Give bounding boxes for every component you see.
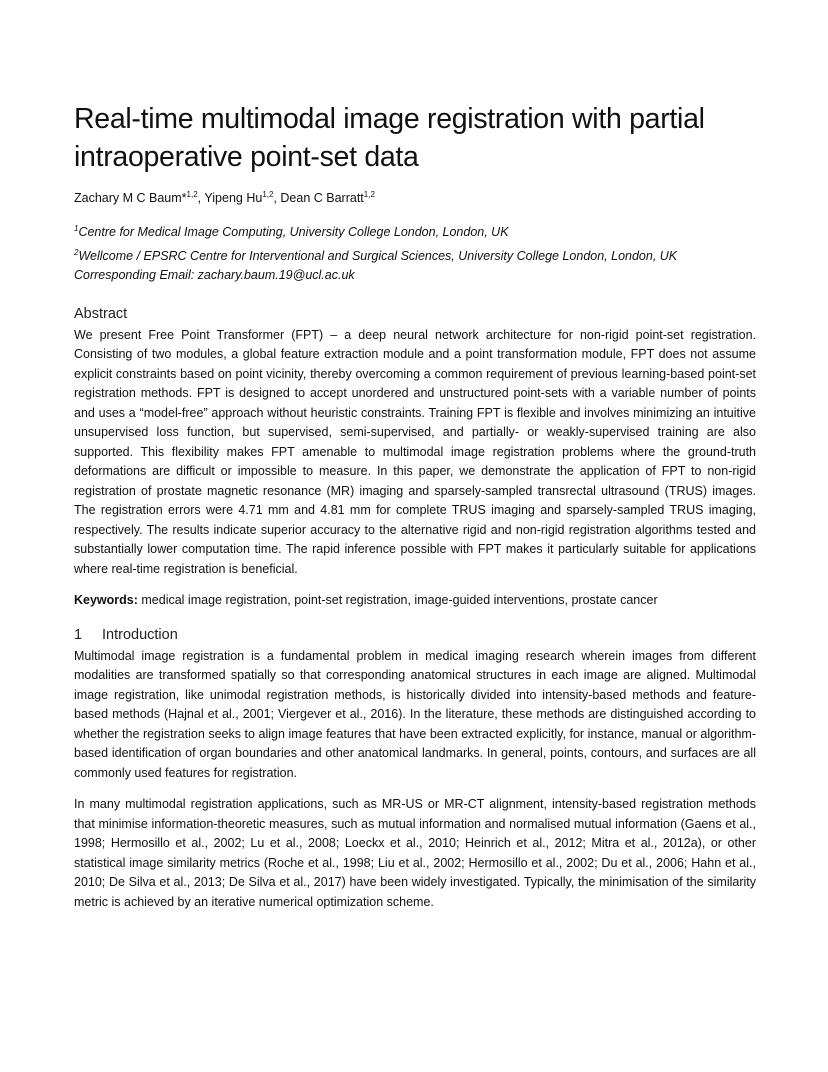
paper-page [74,100,756,924]
author: Yipeng Hu$^{1,2}$, [204,190,281,206]
paper-title: Real-time multimodal image registration with partial intraoperative point-set data [74,103,705,173]
section-number: 1 [74,626,83,643]
author: Zachary M C Baum*$^{1,2}$, [74,190,205,206]
abstract-heading: Abstract [74,305,128,322]
keywords-label: Keywords: [74,593,138,608]
affiliation-2: $^2$Wellcome / EPSRC Centre for Interventional and Surgical Sciences, University College London, London, UK [74,247,678,263]
affiliation-1: $^1$Centre for Medical Image Computing, University College London, London, UK [74,224,509,240]
intro-paragraph-1: Multimodal image registration is a fundamental problem in medical imaging research wherein images from different modalities are transformed spatially so that corresponding anatomical structures in each image are aligned. Multimodal image registration, like unimodal registration methods, is historically divided into intensity-based methods and feature-based methods (Hajnal et al., 2001; Viergever et al., 2016). In the literature, these methods are distinguished according to whether the registration seeks to align image features that have been extracted explicitly, for instance, manual or algorithm-based identification of organ boundaries and other anatomical landmarks. In general, points, contours, and surfaces are all commonly used features for registration. [74,648,756,780]
affiliations [74,219,756,286]
section-title: Introduction [102,626,178,643]
author-list [74,186,756,207]
abstract-text: We present Free Point Transformer (FPT) – a deep neural network architecture for non-rigid point-set registration. Consisting of two modules, a global feature extraction module and a point transformation module, FPT does not assume explicit constraints based on point vicinity, thereby overcoming a common requirement of previous learning-based point-set registration methods. FPT is designed to accept unordered and unstructured point-sets with a variable number of points and uses a “model-free” approach without heuristic constraints. Training FPT is flexible and involves minimizing an intuitive unsupervised loss function, but supervised, semi-supervised, and partially- or weakly-supervised training are also supported. This flexibility makes FPT amenable to multimodal image registration problems where the ground-truth deformations are difficult or impossible to measure. In this paper, we demonstrate the application of FPT to non-rigid registration of prostate magnetic resonance (MR) imaging and sparsely-sampled transrectal ultrasound (TRUS) images. The registration errors were 4.71 mm and 4.81 mm for complete TRUS imaging and sparsely-sampled TRUS imaging, respectively. The results indicate superior accuracy to the alternative rigid and non-rigid registration algorithms tested and substantially lower computation time. The rapid inference possible with FPT makes it particularly suitable for applications where real-time registration is beneficial. [74,327,756,576]
keywords [74,591,756,611]
author: Dean C Barratt$^{1,2}$ [280,190,375,206]
section-heading-introduction [74,625,756,645]
corresponding-email: Corresponding Email: zachary.baum.19@ucl.ac.uk [74,268,355,283]
intro-paragraph-2: In many multimodal registration applications, such as MR-US or MR-CT alignment, intensity-based registration methods that minimise information-theoretic measures, such as mutual information and normalised mutual information (Gaens et al., 1998; Hermosillo et al., 2002; Lu et al., 2008; Loeckx et al., 2010; Heinrich et al., 2012; Mitra et al., 2012a), or other statistical image similarity metrics (Roche et al., 1998; Liu et al., 2002; Hermosillo et al., 2002; Du et al., 2006; Hahn et al., 2010; De Silva et al., 2013; De Silva et al., 2017) have been widely investigated. Typically, the minimisation of the similarity metric is achieved by an iterative numerical optimization scheme. [74,797,756,909]
keywords-text: medical image registration, point-set registration, image-guided interventions, prostate cancer [141,593,658,608]
